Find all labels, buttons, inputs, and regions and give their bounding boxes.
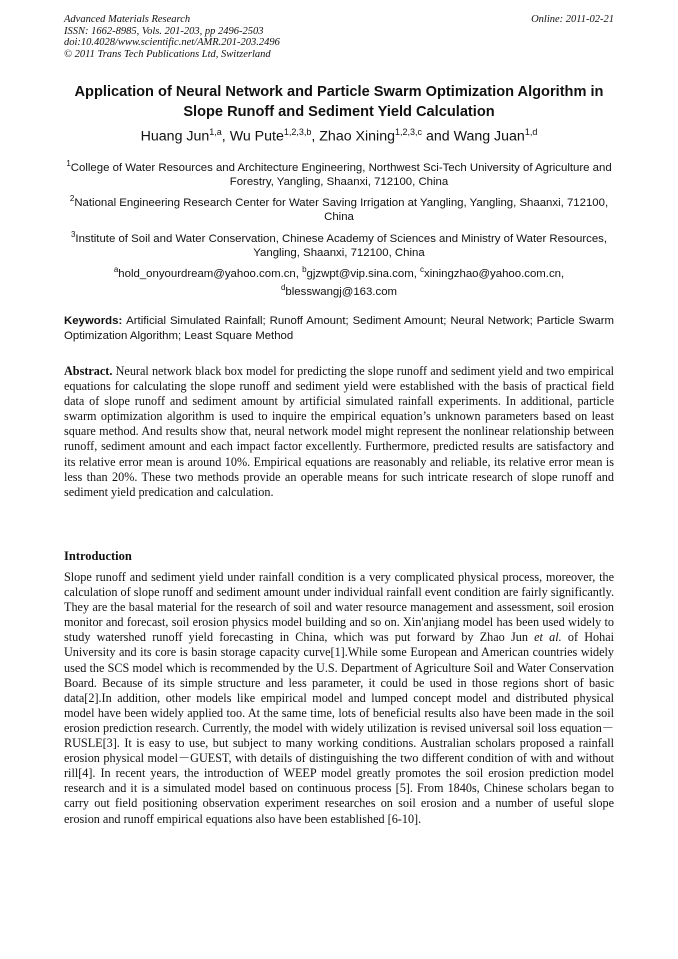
affiliation-text: National Engineering Research Center for Water Saving Irrigation at Yangling, Yangling, Shaanxi, 712100, China: [74, 196, 609, 224]
abstract-label: Abstract.: [64, 364, 113, 378]
keywords-text: Artificial Simulated Rainfall; Runoff Amount; Sediment Amount; Neural Network; Particle Swarm Optimization Algorithm; Least Square Method: [64, 315, 614, 342]
section-heading-introduction: Introduction: [64, 549, 132, 563]
author-name: Huang Jun: [140, 128, 210, 145]
journal-copyright: © 2011 Trans Tech Publications Ltd, Switzerland: [64, 48, 271, 60]
email-address: xiningzhao@yahoo.com.cn,: [424, 267, 565, 280]
author-affil-sup: 1,d: [524, 127, 538, 137]
journal-doi: doi:10.4028/www.scientific.net/AMR.201-203.2496: [64, 37, 280, 48]
email-address: blesswangj@163.com: [285, 286, 398, 299]
paper-title: Application of Neural Network and Particle Swarm Optimization Algorithm in Slope Runoff and Sediment Yield Calculation: [74, 84, 604, 120]
abstract: [64, 364, 614, 500]
email-address: gjzwpt@vip.sina.com,: [306, 267, 421, 280]
author-name: Zhao Xining: [319, 128, 395, 145]
affiliation-text: Institute of Soil and Water Conservation, Chinese Academy of Sciences and Ministry of Water Resources, Yangling, Shaanxi, 712100, China: [75, 232, 608, 260]
affiliation-text: College of Water Resources and Architecture Engineering, Northwest Sci-Tech University of Agriculture and Forestry, Yangling, Shaanxi, 712100, China: [70, 161, 612, 189]
introduction-text: of Hohai University and its core is basin storage capacity curve[1].While some European and American countries widely used the SCS model which is recommended by the U.S. Department of Agriculture Soil and Water Conservation Board. Because of its simple structure and less parameter, it could be used in those regions short of basic data[2].In addition, other models like empirical model and lumped concept model and distributed physical model have been widely applied too. At the same time, lots of beneficial results also have been made in the soil erosion prediction research. Currently, the model with widely utilization is revised universal soil loss equation－RUSLE[3]. It is easy to use, but subject to many working conditions. Australian scholars proposed a rainfall erosion physical model－GUEST, with details of distinguishing the two different condition of with and without rill[4]. In recent years, the introduction of WEEP model greatly promotes the soil erosion prediction model research and it is a simulated model based on continuous process [5]. From 1840s, Chinese scholars began to carry out field positioning observation experiment researches on soil erosion and a number of useful slope erosion and runoff empirical equations also have been established [6-10].: [64, 630, 615, 826]
email-sup: b: [302, 265, 307, 274]
author-sep: and: [422, 128, 454, 145]
keywords: [64, 314, 614, 344]
email-address: hold_onyourdream@yahoo.com.cn,: [118, 267, 303, 280]
email-sup: c: [420, 265, 425, 274]
affiliation-3: [64, 228, 614, 261]
author-affil-sup: 1,2,3,c: [394, 127, 423, 137]
email-sup: d: [280, 283, 286, 293]
author-name: Wang Juan: [453, 128, 525, 145]
email-sup: a: [113, 265, 119, 274]
author-name: Wu Pute: [229, 128, 284, 145]
journal-name: Advanced Materials Research: [64, 14, 191, 25]
author-affil-sup: 1,2,3,b: [283, 127, 312, 137]
affiliation-2: [64, 192, 614, 225]
affiliation-sup: 2: [69, 194, 75, 203]
keywords-label: Keywords:: [64, 315, 123, 327]
journal-header: [64, 14, 280, 60]
abstract-text: Neural network black box model for predicting the slope runoff and sediment yield and two empirical equations for calculating the slope runoff and sediment yield were established with the basis of practical field data of slope runoff and sediment amount by artificial simulated rainfall experiments. In additional, particle swarm optimization algorithm is used to inquire the empirical equation’s unknown parameters based on least square method. And results show that, neural network model might represent the nonlinear relationship between runoff, sediment amount and each impact factor excellently. Furthermore, predicted results are satisfactory and its relative error mean is around 10%. Empirical equations are reasonably and reliable, its relative error mean is less than 20%. These two methods provide an operable means for such intricate research of slope runoff and sediment yield predication and calculation.: [64, 364, 615, 499]
affiliation-sup: 1: [66, 159, 71, 168]
email-list: [64, 263, 614, 300]
introduction-text: Slope runoff and sediment yield under rainfall condition is a very complicated physical process, moreover, the calculation of slope runoff and sediment amount under individual rainfall event condition are fairly significantly. They are the basal material for the research of soil and water resource management and assessment, soil erosion monitor and forecast, soil erosion physics model building and so on. Xin'anjiang model has been used widely to study watershed runoff yield forecasting in China, which was put forward by Zhao Jun: [64, 570, 614, 645]
introduction-body: [64, 570, 614, 827]
journal-issn: ISSN: 1662-8985, Vols. 201-203, pp 2496-2503: [64, 25, 264, 37]
author-affil-sup: 1,a: [209, 127, 222, 137]
affiliation-sup: 3: [70, 230, 76, 239]
author-sep: ,: [221, 128, 230, 145]
author-list: [64, 127, 614, 145]
author-sep: ,: [311, 128, 320, 145]
introduction-italic: et al.: [534, 630, 562, 645]
online-date: Online: 2011-02-21: [531, 14, 614, 25]
affiliation-1: [64, 157, 614, 190]
